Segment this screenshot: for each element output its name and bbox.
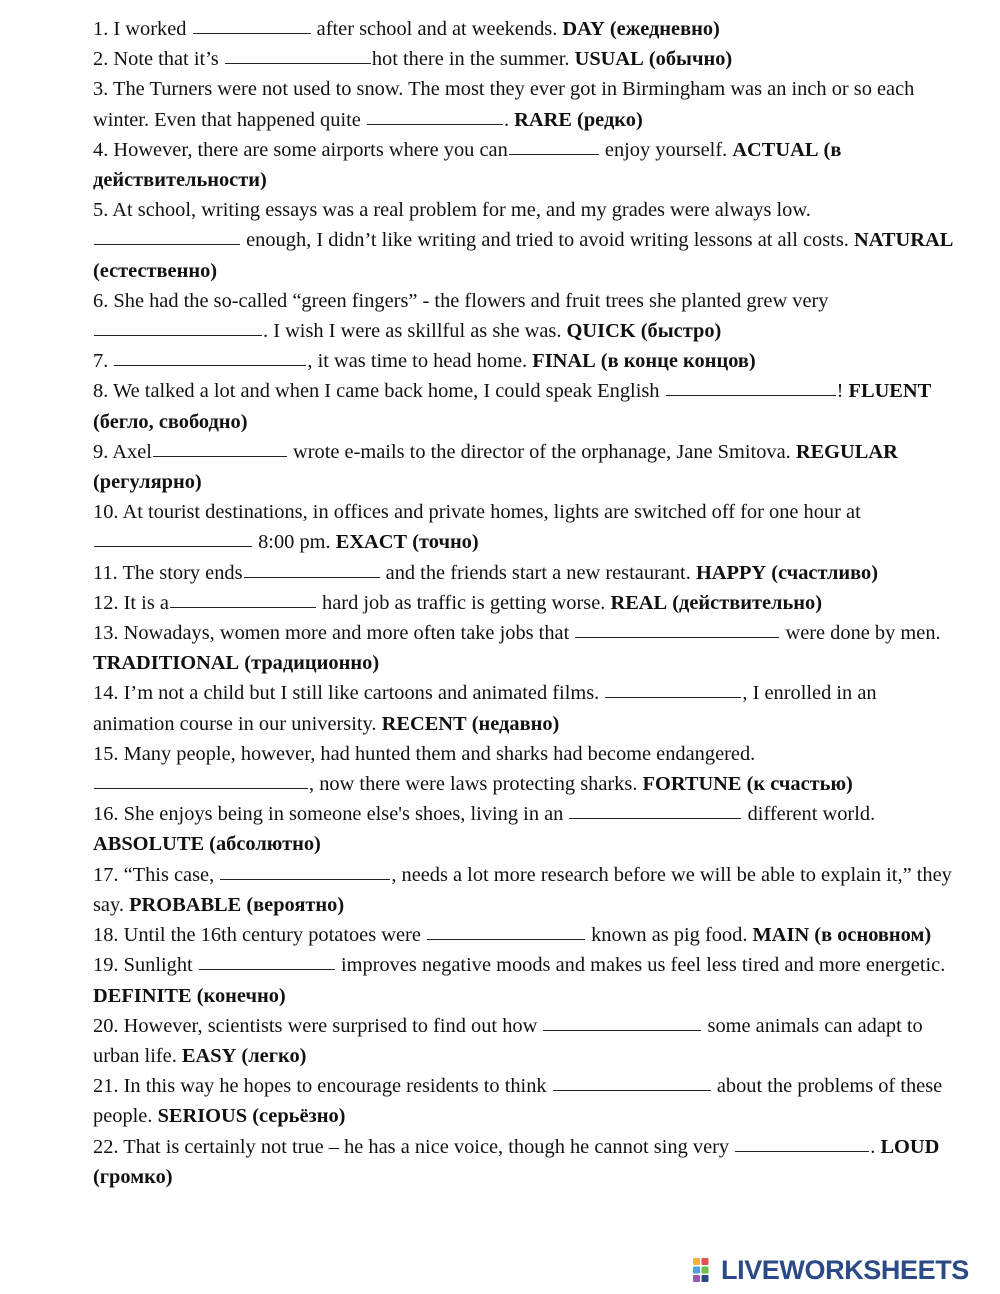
item-number: 16. (93, 803, 119, 826)
translation-hint: (в основном) (814, 924, 932, 947)
answer-input[interactable] (220, 866, 390, 885)
sentence-after: about the problems of these people. (93, 1075, 943, 1128)
item-number: 21. (93, 1075, 119, 1098)
item-number: 1. (93, 18, 109, 40)
answer-blank[interactable] (367, 105, 503, 125)
sentence-before: We talked a lot and when I came back home, I could speak English (113, 380, 660, 403)
keyword: USUAL (574, 48, 644, 71)
answer-input[interactable] (509, 141, 599, 160)
answer-blank[interactable] (569, 799, 741, 819)
answer-input[interactable] (94, 322, 262, 341)
sentence-after: different world. (747, 803, 876, 826)
item-number: 8. (93, 380, 109, 403)
exercise-item (93, 1011, 963, 1071)
keyword: EXACT (335, 531, 408, 554)
keyword: QUICK (566, 320, 636, 343)
answer-blank[interactable] (735, 1132, 869, 1152)
sentence-after: , now there were laws protecting sharks. (309, 773, 638, 796)
answer-blank[interactable] (575, 618, 779, 638)
answer-blank[interactable] (114, 346, 306, 366)
item-number: 18. (93, 924, 119, 947)
sentence-before: It is a (123, 591, 169, 614)
sentence-after: some animals can adapt to urban life. (93, 1014, 923, 1067)
sentence-after: , needs a lot more research before we will be able to explain it,” they say. (93, 863, 952, 916)
translation-hint: (легко) (241, 1044, 307, 1067)
sentence-before: Note that it’s (113, 48, 219, 71)
item-number: 22. (93, 1135, 119, 1158)
translation-hint: (вероятно) (246, 893, 345, 916)
keyword: HAPPY (695, 561, 767, 584)
exercise-item (93, 860, 963, 920)
worksheet (93, 14, 963, 1192)
sentence-before: However, scientists were surprised to find out how (123, 1014, 538, 1037)
answer-input[interactable] (605, 684, 741, 703)
answer-input[interactable] (94, 533, 252, 552)
sentence-after: , it was time to head home. (307, 350, 528, 373)
sentence-before: I’m not a child but I still like cartoons and animated films. (123, 682, 600, 705)
keyword: FLUENT (848, 380, 932, 403)
exercise-item (93, 286, 963, 346)
keyword: LOUD (880, 1135, 940, 1158)
answer-input[interactable] (367, 111, 503, 130)
keyword: RECENT (381, 712, 467, 735)
translation-hint: (громко) (93, 1165, 173, 1188)
exercise-item (93, 1132, 963, 1192)
translation-hint: (традиционно) (244, 652, 380, 675)
translation-hint: (абсолютно) (209, 833, 321, 856)
keyword: REGULAR (795, 440, 898, 463)
keyword: TRADITIONAL (93, 652, 240, 675)
keyword: DAY (562, 18, 605, 40)
exercise-item (93, 195, 963, 286)
item-number: 6. (93, 289, 109, 312)
exercise-item (93, 739, 963, 799)
keyword: SERIOUS (157, 1105, 248, 1128)
answer-blank[interactable] (170, 588, 316, 608)
answer-blank[interactable] (199, 950, 335, 970)
translation-hint: (конечно) (196, 984, 286, 1007)
answer-blank[interactable] (94, 225, 240, 245)
answer-input[interactable] (193, 20, 311, 39)
translation-hint: (в действительности) (93, 138, 842, 192)
sentence-after: . (870, 1135, 876, 1158)
answer-blank[interactable] (94, 527, 252, 547)
keyword: FINAL (532, 350, 596, 373)
item-number: 5. (93, 199, 109, 222)
translation-hint: (точно) (412, 531, 479, 554)
keyword: FORTUNE (642, 773, 742, 796)
translation-hint: (редко) (577, 108, 643, 131)
translation-hint: (регулярно) (93, 471, 202, 494)
translation-hint: (к счастью) (746, 773, 853, 796)
answer-blank[interactable] (225, 44, 371, 64)
exercise-item (93, 437, 963, 497)
answer-input[interactable] (199, 956, 335, 975)
sentence-before: “This case, (123, 863, 215, 886)
translation-hint: (действительно) (672, 591, 822, 614)
answer-input[interactable] (94, 775, 308, 794)
sentence-before: Many people, however, had hunted them and sharks had become endangered. (123, 742, 756, 765)
item-number: 11. (93, 561, 118, 584)
exercise-item (93, 950, 963, 1010)
answer-blank[interactable] (94, 316, 262, 336)
answer-input[interactable] (553, 1077, 711, 1096)
answer-input[interactable] (114, 352, 306, 371)
translation-hint: (серьёзно) (252, 1105, 346, 1128)
answer-input[interactable] (575, 624, 779, 643)
answer-blank[interactable] (244, 558, 380, 578)
answer-blank[interactable] (543, 1011, 701, 1031)
exercise-item (93, 14, 963, 44)
sentence-after: improves negative moods and makes us feel less tired and more energetic. (340, 954, 946, 977)
sentence-after: hard job as traffic is getting worse. (322, 591, 606, 614)
exercise-item (93, 920, 963, 950)
item-number: 13. (93, 622, 119, 645)
sentence-after: hot there in the summer. (371, 48, 570, 71)
sentence-after: wrote e-mails to the director of the orphanage, Jane Smitova. (293, 440, 791, 463)
item-number: 9. (93, 440, 109, 463)
answer-input[interactable] (427, 926, 585, 945)
sentence-after: known as pig food. (591, 924, 748, 947)
sentence-before: Until the 16th century potatoes were (123, 924, 421, 947)
answer-blank[interactable] (427, 920, 585, 940)
keyword: ABSOLUTE (93, 833, 205, 856)
translation-hint: (естественно) (93, 259, 218, 282)
translation-hint: (в конце концов) (600, 350, 756, 373)
answer-blank[interactable] (193, 14, 311, 34)
exercise-item (93, 135, 963, 195)
answer-blank[interactable] (553, 1071, 711, 1091)
exercise-item (93, 799, 963, 859)
answer-blank[interactable] (153, 437, 287, 457)
sentence-after: 8:00 pm. (258, 531, 331, 554)
keyword: MAIN (752, 924, 810, 947)
keyword: PROBABLE (129, 893, 242, 916)
exercise-item (93, 74, 963, 134)
keyword: ACTUAL (732, 138, 819, 161)
exercise-item (93, 44, 963, 74)
translation-hint: (обычно) (648, 48, 733, 71)
exercise-item (93, 346, 963, 376)
exercise-item (93, 1071, 963, 1131)
item-number: 15. (93, 742, 119, 765)
keyword: RARE (514, 108, 572, 131)
sentence-before: At tourist destinations, in offices and private homes, lights are switched off for one hour at (122, 501, 861, 524)
translation-hint: (счастливо) (771, 561, 879, 584)
answer-input[interactable] (153, 443, 287, 462)
sentence-before: Sunlight (123, 954, 193, 977)
exercise-item (93, 618, 963, 678)
answer-input[interactable] (170, 594, 316, 613)
item-number: 19. (93, 954, 119, 977)
keyword: NATURAL (853, 229, 954, 252)
sentence-after: enjoy yourself. (604, 138, 728, 161)
keyword: DEFINITE (93, 984, 192, 1007)
sentence-before: The story ends (122, 561, 243, 584)
sentence-before: She enjoys being in someone else's shoes, living in an (123, 803, 564, 826)
keyword: REAL (610, 591, 668, 614)
item-number: 2. (93, 48, 109, 71)
sentence-before: I worked (113, 18, 187, 40)
answer-input[interactable] (569, 805, 741, 824)
sentence-after: . (503, 108, 510, 131)
sentence-before: At school, writing essays was a real problem for me, and my grades were always low. (112, 199, 811, 222)
answer-blank[interactable] (605, 678, 741, 698)
answer-input[interactable] (543, 1017, 701, 1036)
liveworksheets-grid-icon (692, 1257, 718, 1283)
exercise-item (93, 558, 963, 588)
exercise-item (93, 588, 963, 618)
item-number: 12. (93, 591, 119, 614)
sentence-after: ! (836, 380, 844, 403)
item-number: 17. (93, 863, 119, 886)
exercise-item (93, 497, 963, 557)
sentence-before: Nowadays, women more and more often take jobs that (123, 622, 570, 645)
exercise-item (93, 376, 963, 436)
exercise-item (93, 678, 963, 738)
answer-input[interactable] (94, 231, 240, 250)
item-number: 3. (93, 78, 109, 101)
translation-hint: (недавно) (471, 712, 560, 735)
answer-input[interactable] (666, 382, 836, 401)
translation-hint: (ежедневно) (609, 18, 720, 40)
sentence-before: The Turners were not used to snow. The most they ever got in Birmingham was an inch or so each winter. Even that happened quite (93, 78, 915, 131)
sentence-after: were done by men. (785, 622, 941, 645)
answer-input[interactable] (244, 564, 380, 583)
logo-text: LIVEWORKSHEETS (721, 1255, 969, 1285)
sentence-before: Axel (112, 440, 152, 463)
answer-input[interactable] (735, 1138, 869, 1157)
answer-blank[interactable] (94, 769, 308, 789)
translation-hint: (бегло, свободно) (93, 410, 248, 433)
item-number: 4. (93, 138, 109, 161)
item-number: 10. (93, 501, 119, 524)
sentence-after: after school and at weekends. (316, 18, 558, 40)
item-number: 14. (93, 682, 119, 705)
sentence-before: She had the so-called “green fingers” - the flowers and fruit trees she planted grew very (113, 289, 829, 312)
keyword: EASY (181, 1044, 237, 1067)
answer-input[interactable] (225, 50, 371, 69)
sentence-after: . I wish I were as skillful as she was. (263, 320, 562, 343)
item-number: 7. (93, 350, 109, 373)
item-number: 20. (93, 1014, 119, 1037)
sentence-before: That is certainly not true – he has a nice voice, though he cannot sing very (123, 1135, 730, 1158)
sentence-before: In this way he hopes to encourage residents to think (123, 1075, 547, 1098)
translation-hint: (быстро) (640, 320, 722, 343)
sentence-before: However, there are some airports where you can (113, 138, 508, 161)
sentence-after: , I enrolled in an animation course in our university. (93, 682, 877, 735)
liveworksheets-logo[interactable] (692, 1254, 969, 1286)
answer-blank[interactable] (220, 860, 390, 880)
sentence-after: and the friends start a new restaurant. (385, 561, 691, 584)
answer-blank[interactable] (666, 376, 836, 396)
answer-blank[interactable] (509, 135, 599, 155)
sentence-after: enough, I didn’t like writing and tried to avoid writing lessons at all costs. (246, 229, 849, 252)
